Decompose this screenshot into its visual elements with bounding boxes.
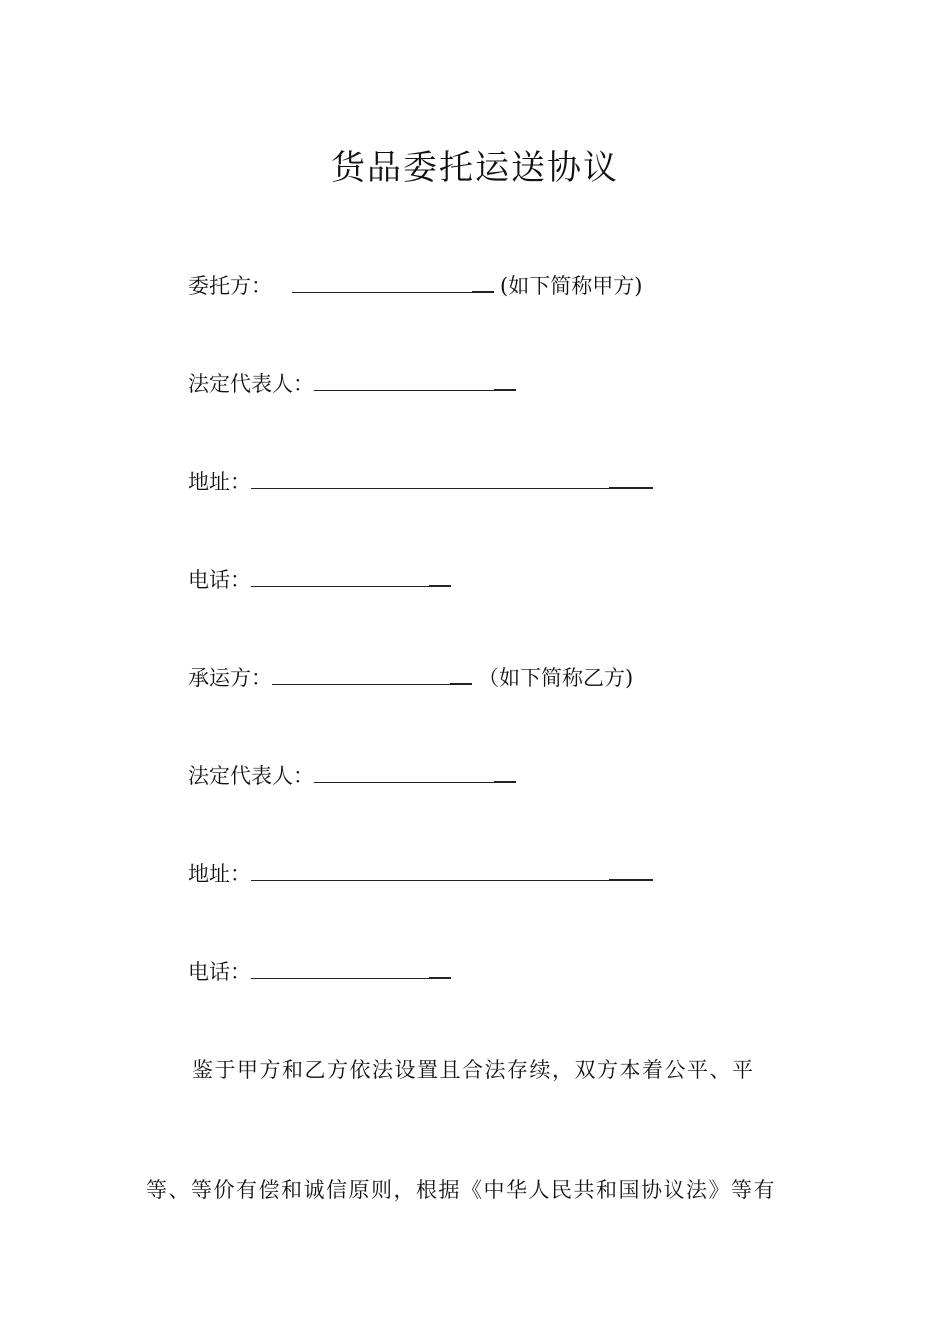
preamble-line-1: 鉴于甲方和乙方依法设置且合法存续，双方本着公平、平 xyxy=(192,1058,755,1082)
party-b-address-blank[interactable] xyxy=(251,862,609,881)
party-a-address-blank[interactable] xyxy=(251,470,609,489)
carrier-party-label: 承运方： xyxy=(188,666,272,690)
party-a-note: (如下简称甲方) xyxy=(500,274,643,298)
party-a-address-field xyxy=(188,466,653,496)
party-a-rep-field xyxy=(188,368,516,398)
party-a-rep-label: 法定代表人： xyxy=(188,372,314,396)
party-a-phone-blank[interactable] xyxy=(251,568,429,587)
entrust-party-label: 委托方： xyxy=(188,274,272,298)
carrier-party-blank[interactable] xyxy=(272,666,450,685)
entrust-party-blank[interactable] xyxy=(292,274,472,293)
party-a-address-label: 地址： xyxy=(188,470,251,494)
party-b-address-label: 地址： xyxy=(188,862,251,886)
party-b-rep-field xyxy=(188,760,516,790)
party-b-phone-field xyxy=(188,956,451,986)
party-b-rep-label: 法定代表人： xyxy=(188,764,314,788)
party-b-address-field xyxy=(188,858,653,888)
party-a-rep-blank[interactable] xyxy=(314,372,494,391)
entrust-party-field xyxy=(188,270,642,300)
preamble-line-2: 等、等价有偿和诚信原则，根据《中华人民共和国协议法》等有 xyxy=(146,1178,776,1202)
document-title: 货品委托运送协议 xyxy=(331,148,619,188)
party-a-phone-label: 电话： xyxy=(188,568,251,592)
party-a-phone-field xyxy=(188,564,451,594)
party-b-phone-blank[interactable] xyxy=(251,960,429,979)
carrier-party-field xyxy=(188,662,633,692)
party-b-phone-label: 电话： xyxy=(188,960,251,984)
party-b-note: （如下简称乙方) xyxy=(478,666,634,690)
party-b-rep-blank[interactable] xyxy=(314,764,494,783)
